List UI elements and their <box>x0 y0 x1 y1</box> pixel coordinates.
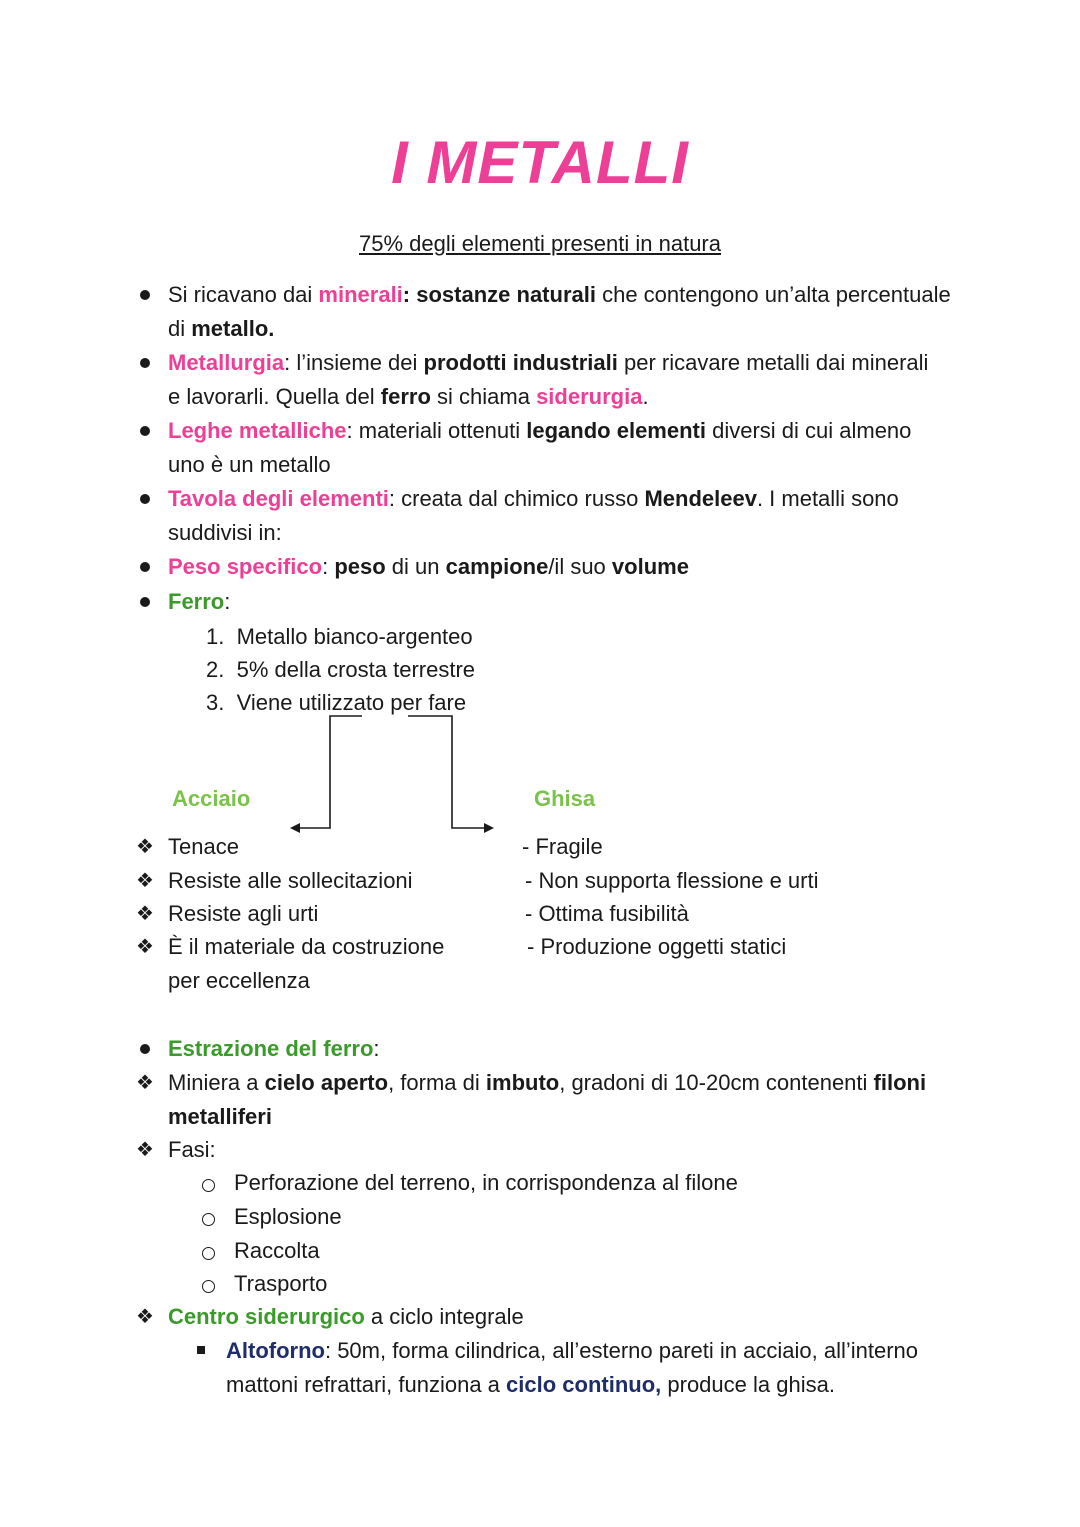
page-subtitle: 75% degli elementi presenti in natura <box>358 231 721 256</box>
ghisa-item: - Non supporta flessione e urti <box>525 868 819 893</box>
bullet-text: suddivisi in: <box>168 520 282 545</box>
bullet-dot <box>140 1044 150 1054</box>
fase-item: Esplosione <box>234 1204 342 1229</box>
altoforno-text: mattoni refrattari, funziona a ciclo continuo, produce la ghisa. <box>226 1372 835 1397</box>
acciaio-item: È il materiale da costruzione <box>168 934 445 959</box>
bullet-dot <box>140 562 150 572</box>
ghisa-item: - Fragile <box>522 834 603 859</box>
page-title: I METALLI <box>391 129 689 196</box>
altoforno-text: Altoforno: 50m, forma cilindrica, all’esterno pareti in acciaio, all’interno <box>226 1338 919 1363</box>
acciaio-item: Resiste alle sollecitazioni <box>168 868 413 893</box>
circle-bullet-icon <box>202 1179 215 1192</box>
bullet-dot <box>140 358 150 368</box>
bullet-dot <box>140 494 150 504</box>
bullet-text: uno è un metallo <box>168 452 331 477</box>
acciaio-heading: Acciaio <box>172 786 251 811</box>
diamond-bullet-icon: ❖ <box>136 1306 154 1328</box>
circle-bullet-icon <box>202 1213 215 1226</box>
bullet-text: Metallurgia: l’insieme dei prodotti industriali per ricavare metalli dai minerali <box>168 350 929 375</box>
miniera-text: Miniera a cielo aperto, forma di imbuto, gradoni di 10-20cm contenenti filoni <box>168 1070 927 1095</box>
acciaio-item: Tenace <box>168 834 239 859</box>
bullet-dot <box>140 290 150 300</box>
numbered-item: 3. Viene utilizzato per fare <box>206 690 467 715</box>
branch-arrows <box>280 712 510 842</box>
square-bullet-icon <box>197 1346 205 1354</box>
left-branch-line <box>294 716 362 828</box>
bullet-text: Peso specifico: peso di un campione/il suo volume <box>168 554 689 579</box>
acciaio-item: Resiste agli urti <box>168 901 319 926</box>
bullet-dot <box>140 597 150 607</box>
bullet-text: Ferro: <box>168 589 231 614</box>
ghisa-item: - Ottima fusibilità <box>525 901 689 926</box>
diamond-bullet-icon: ❖ <box>136 936 154 958</box>
bullet-text: e lavorarli. Quella del ferro si chiama siderurgia. <box>168 384 649 409</box>
diamond-bullet-icon: ❖ <box>136 870 154 892</box>
bullet-text: Si ricavano dai minerali: sostanze naturali che contengono un’alta percentuale <box>168 282 951 307</box>
numbered-item: 1. Metallo bianco-argenteo <box>206 624 473 649</box>
ghisa-item: - Produzione oggetti statici <box>527 934 787 959</box>
acciaio-item-continuation: per eccellenza <box>168 968 310 993</box>
bullet-text: Leghe metalliche: materiali ottenuti legando elementi diversi di cui almeno <box>168 418 912 443</box>
diamond-bullet-icon: ❖ <box>136 1072 154 1094</box>
right-branch-line <box>408 716 488 828</box>
bullet-text: di metallo. <box>168 316 275 341</box>
left-arrowhead <box>290 823 300 833</box>
right-arrowhead <box>484 823 494 833</box>
fase-item: Raccolta <box>234 1238 320 1263</box>
ghisa-heading: Ghisa <box>534 786 596 811</box>
fase-item: Trasporto <box>234 1271 328 1296</box>
diamond-bullet-icon: ❖ <box>136 1139 154 1161</box>
fase-item: Perforazione del terreno, in corrispondenza al filone <box>234 1170 738 1195</box>
centro-text: Centro siderurgico a ciclo integrale <box>168 1304 524 1329</box>
estrazione-heading: Estrazione del ferro: <box>168 1036 380 1061</box>
numbered-item: 2. 5% della crosta terrestre <box>206 657 476 682</box>
fasi-label: Fasi: <box>168 1137 216 1162</box>
miniera-text: metalliferi <box>168 1104 272 1129</box>
bullet-text: Tavola degli elementi: creata dal chimico russo Mendeleev. I metalli sono <box>168 486 899 511</box>
circle-bullet-icon <box>202 1247 215 1260</box>
diamond-bullet-icon: ❖ <box>136 836 154 858</box>
circle-bullet-icon <box>202 1280 215 1293</box>
diamond-bullet-icon: ❖ <box>136 903 154 925</box>
bullet-dot <box>140 426 150 436</box>
